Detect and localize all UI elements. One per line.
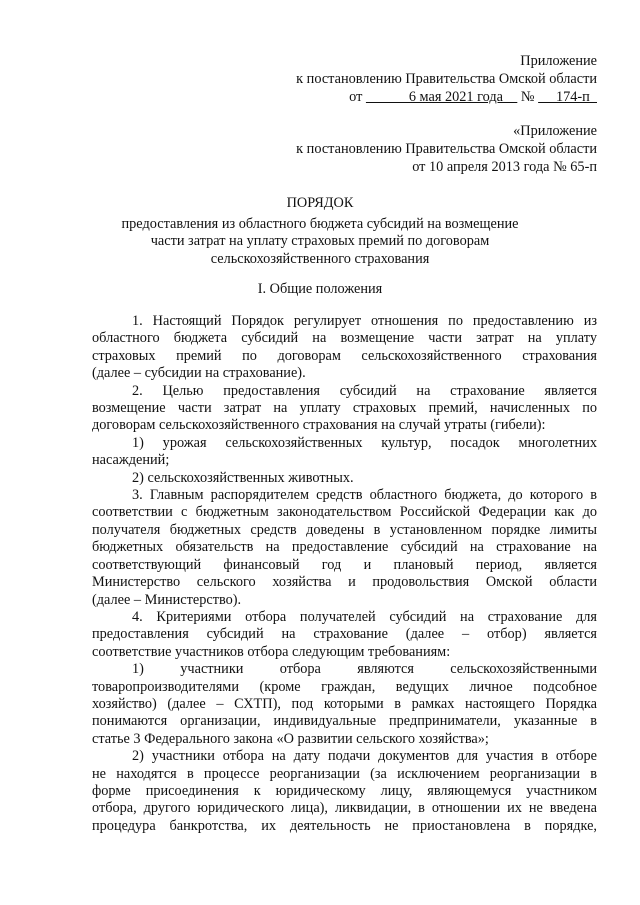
text-line: 1. Настоящий Порядок регулирует отношения по предоставлению из: [132, 313, 597, 329]
text-line: насаждений;: [92, 452, 170, 469]
approval-stamp-current: [296, 52, 597, 106]
approval-stamp-original: [296, 122, 597, 176]
text-line: договорам сельскохозяйственного страхования на случай утраты (гибели):: [92, 417, 546, 434]
text-line: соответствующий финансовый год и плановый период, является: [92, 556, 597, 573]
text-line: страховых премий по договорам сельскохозяйственного страхования: [92, 347, 597, 364]
approval-line: к постановлению Правительства Омской области: [296, 71, 597, 87]
text-line: предоставления субсидий на страхование (далее – отбор) является: [92, 626, 597, 643]
approval-line: «Приложение: [513, 123, 597, 139]
text-line: бюджетных обязательств на предоставление субсидий на страхование на: [92, 539, 597, 556]
text-line: (далее – субсидии на страхование).: [92, 365, 306, 382]
approval-line: от 6 мая 2021 года № 174-п: [349, 89, 597, 105]
section-heading: I. Общие положения: [257, 281, 383, 297]
text-line: областного бюджета субсидий на возмещение части затрат на уплату: [92, 330, 597, 347]
text-line: 3. Главным распорядителем средств областного бюджета, до которого в: [132, 487, 597, 504]
text-line: соответствие участников отбора следующим требованиям:: [92, 643, 451, 660]
approval-line: к постановлению Правительства Омской области: [296, 141, 597, 157]
text-line: понимаются организации, индивидуальные предприниматели, указанные в: [92, 713, 597, 730]
text-line: соответствии с бюджетным законодательством Российской Федерации как до: [92, 504, 597, 521]
title-line: части затрат на уплату страховых премий по договорам: [150, 233, 490, 249]
document-title: [0, 195, 640, 268]
text-line: 4. Критериями отбора получателей субсидий на страхование для: [132, 608, 597, 625]
text-line: отбора, другого юридического лица), ликвидации, в отношении их не введена: [92, 800, 597, 817]
text-line: хозяйство) (далее – СХТП), под которыми в рамках настоящего Порядка: [92, 695, 597, 712]
text-line: получателя бюджетных средств доведены в установленном порядке лимиты: [92, 521, 597, 538]
document-body: [92, 313, 597, 835]
approval-line: от 10 апреля 2013 года № 65-п: [412, 159, 597, 175]
text-line: Министерство сельского хозяйства и продовольствия Омской области: [92, 574, 597, 591]
text-line: 1) участники отбора являются сельскохозяйственными: [132, 661, 597, 678]
text-line: статье 3 Федерального закона «О развитии сельского хозяйства»;: [92, 730, 489, 747]
title-main: ПОРЯДОК: [286, 195, 354, 211]
text-line: (далее – Министерство).: [92, 591, 242, 608]
title-line: предоставления из областного бюджета субсидий на возмещение: [121, 215, 519, 232]
text-line: 1) урожая сельскохозяйственных культур, посадок многолетних: [132, 434, 597, 451]
text-line: не находятся в процессе реорганизации (за исключением реорганизации в: [92, 765, 597, 782]
approval-line: Приложение: [520, 53, 597, 69]
text-line: 2) участники отбора на дату подачи документов для участия в отборе: [132, 748, 597, 765]
text-line: возмещение части затрат на уплату страховых премий, начисленных по: [92, 400, 597, 417]
text-line: процедура банкротства, их деятельность не приостановлена в порядке,: [92, 817, 597, 834]
text-line: товаропроизводителями (кроме граждан, ведущих личное подсобное: [92, 678, 597, 695]
text-line: 2. Целью предоставления субсидий на страхование является: [132, 382, 597, 399]
text-line: 2) сельскохозяйственных животных.: [132, 469, 354, 486]
text-line: форме присоединения к юридическому лицу, являющемуся участником: [92, 782, 597, 799]
title-line: сельскохозяйственного страхования: [210, 250, 430, 267]
